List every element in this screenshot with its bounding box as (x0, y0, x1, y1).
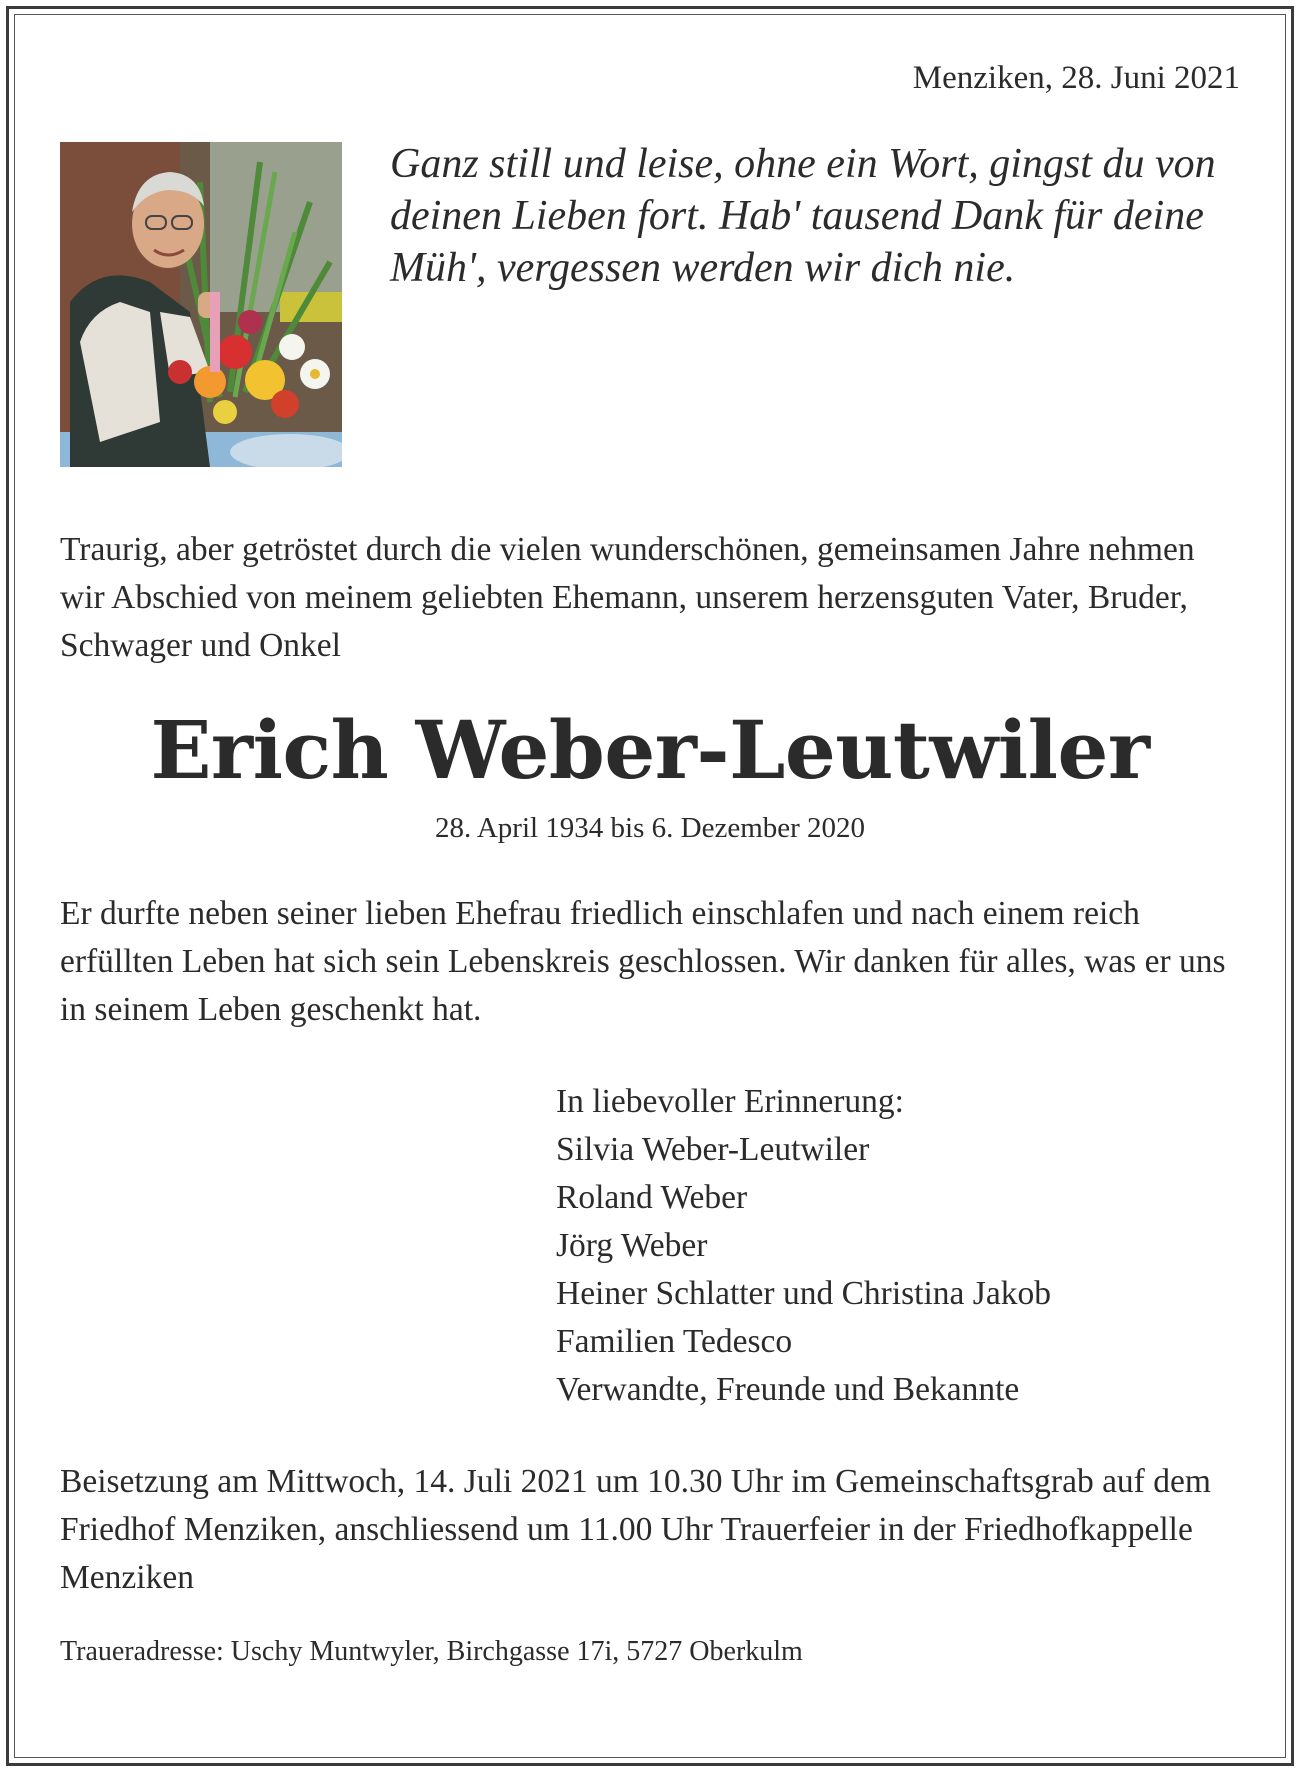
life-dates: 28. April 1934 bis 6. Dezember 2020 (434, 812, 866, 844)
mourner-name: Roland Weber (556, 1179, 748, 1216)
mourner-name: Silvia Weber-Leutwiler (556, 1131, 870, 1168)
mourner-name: Jörg Weber (556, 1227, 708, 1264)
intro-paragraph: Traurig, aber getröstet durch die vielen wunderschönen, gemeinsamen Jahre nehmen wir Abschied von meinem geliebten Ehemann, unserem herzensguten Vater, Bruder, Schwager und Onkel (60, 531, 1195, 664)
mourner-name: Familien Tedesco (556, 1323, 793, 1360)
portrait-photo (60, 142, 342, 467)
mourner-name: Heiner Schlatter und Christina Jakob (556, 1275, 1051, 1312)
deceased-name: Erich Weber-Leutwiler (150, 703, 1150, 797)
mourning-address: Traueradresse: Uschy Muntwyler, Birchgasse 17i, 5727 Oberkulm (60, 1636, 803, 1667)
mourners-list (556, 1078, 1051, 1414)
body-paragraph: Er durfte neben seiner lieben Ehefrau friedlich einschlafen und nach einem reich erfüllten Leben hat sich sein Lebenskreis geschlossen. Wir danken für alles, was er uns in seinem Leben geschenkt hat. (60, 895, 1226, 1028)
mourner-name: Verwandte, Freunde und Bekannte (556, 1371, 1020, 1408)
funeral-paragraph: Beisetzung am Mittwoch, 14. Juli 2021 um 10.30 Uhr im Gemeinschaftsgrab auf dem Friedhof Menziken, anschliessend um 11.00 Uhr Trauerfeier in der Friedhofkappelle Menziken (60, 1463, 1211, 1596)
mourners-heading: In liebevoller Erinnerung: (556, 1083, 904, 1120)
dateline: Menziken, 28. Juni 2021 (912, 60, 1240, 96)
memorial-quote: Ganz still und leise, ohne ein Wort, gingst du von deinen Lieben fort. Hab' tausend Dank für deine Müh', vergessen werden wir dich nie. (390, 141, 1216, 291)
